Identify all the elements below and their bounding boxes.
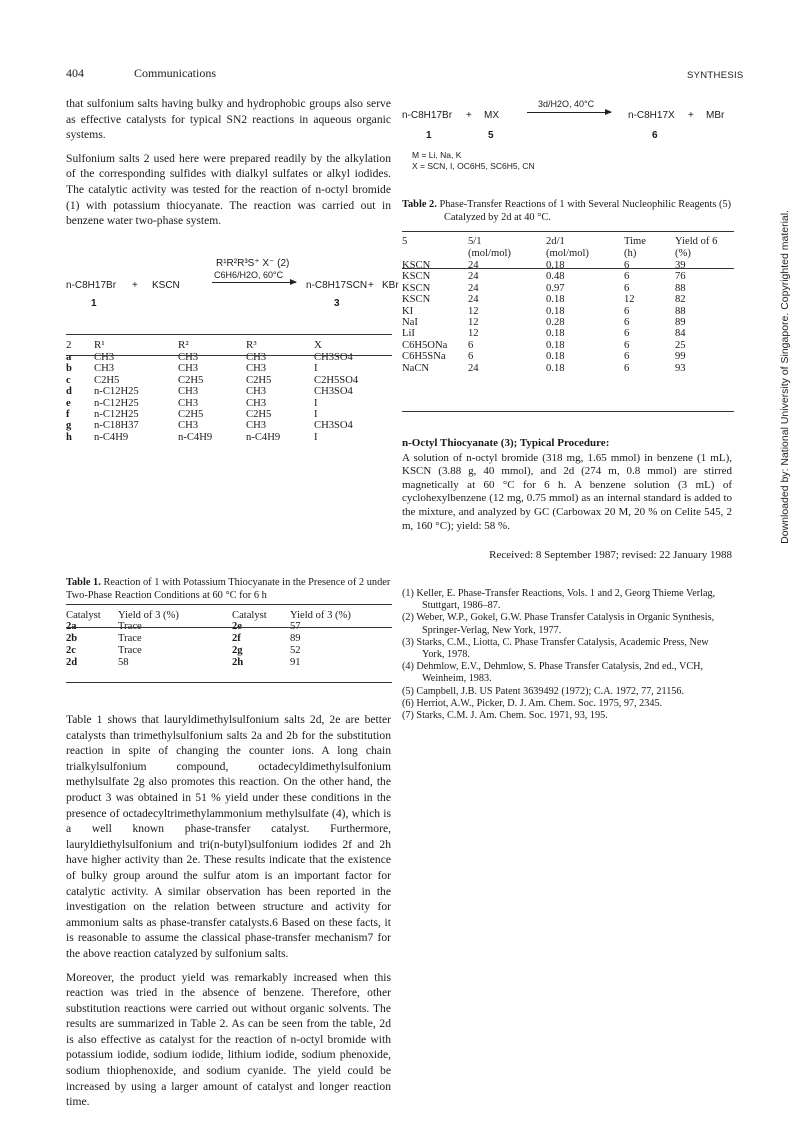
table-row bbox=[402, 271, 734, 282]
table-cell: CH3 bbox=[178, 352, 199, 363]
table-cell: C2H5 bbox=[178, 374, 204, 386]
table-rule bbox=[402, 411, 734, 412]
table-cell: 6 bbox=[624, 305, 630, 317]
table-2 bbox=[402, 236, 734, 374]
table-cell: 6 bbox=[624, 317, 630, 329]
table-cell: CH3 bbox=[246, 352, 267, 363]
table-cell: NaI bbox=[402, 317, 418, 329]
table-cell: 25 bbox=[675, 339, 686, 351]
table-row bbox=[402, 363, 734, 374]
table-cell: C2H5 bbox=[246, 374, 272, 386]
plus-sign: + bbox=[132, 280, 138, 291]
procedure-text: A solution of n-octyl bromide (318 mg, 1.65 mmol) in benzene (1 mL), KSCN (3.88 g, 40 mmol), and 2d (274 m, 0.8 mmol) are stirred magnetically at 60 °C for 6 h. A benzene solution (3 mL) of cyclohexylbenzene (12 mg, 0.75 mmol) as an internal standard is added to the mixture, and analyzed by GC (Carbowax 20 M, 20 % on Celite 545, 2 m, 160 °C); yield: 58 %. bbox=[402, 451, 732, 532]
table-cell: 6 bbox=[468, 339, 474, 351]
paragraph-method: Sulfonium salts 2 used here were prepared readily by the alkylation of the corresponding sulfides with dialkyl sulfates or alkyl iodides. The catalytic activity was tested for the reaction of n-octyl bromide (1) with potassium thiocyanate. The reaction was carried out in benzene water two-phase system. bbox=[66, 151, 391, 228]
column-header: R³ bbox=[246, 339, 257, 351]
table-cell: C2H5 bbox=[246, 409, 272, 421]
scheme2-reactant: n-C8H17Br bbox=[402, 110, 453, 121]
table-cell: 6 bbox=[624, 351, 630, 363]
table-cell: CH3 bbox=[94, 363, 115, 375]
table1-caption bbox=[66, 576, 396, 602]
table-cell: 58 bbox=[118, 657, 129, 668]
table1-caption-text: Reaction of 1 with Potassium Thiocyanate in the Presence of 2 under Two-Phase Reaction Conditions at 60 °C for 6 h bbox=[66, 577, 391, 601]
table2-body bbox=[402, 260, 734, 374]
table-row bbox=[66, 398, 392, 409]
arrow-head-icon bbox=[605, 109, 612, 115]
scheme2-reagent: MX bbox=[484, 110, 499, 121]
table-rule bbox=[66, 334, 392, 335]
table-cell: 12 bbox=[468, 305, 479, 317]
table-cell: 2e bbox=[232, 621, 242, 632]
section-title: Communications bbox=[134, 66, 216, 80]
reference-item: (6) Herriot, A.W., Picker, D. J. Am. Chem. Soc. 1975, 97, 2345. bbox=[402, 697, 663, 709]
table1-label: Table 1. bbox=[66, 577, 101, 588]
table-cell: n-C4H9 bbox=[94, 431, 129, 443]
reference-item: (7) Starks, C.M. J. Am. Chem. Soc. 1971, 93, 195. bbox=[402, 710, 608, 722]
scheme1-conditions: C6H6/H2O, 60°C bbox=[214, 270, 284, 280]
table-cell: h bbox=[66, 431, 72, 443]
reference-item: (2) Weber, W.P., Gokel, G.W. Phase Transfer Catalysis in Organic Synthesis, Springer-Verlag, New York, 1977. bbox=[402, 612, 715, 636]
table-cell: 89 bbox=[290, 633, 301, 644]
table-row bbox=[402, 340, 734, 351]
scheme1-reactant: n-C8H17Br bbox=[66, 280, 117, 291]
table-cell: 2f bbox=[232, 633, 241, 644]
table-cell: KI bbox=[402, 305, 414, 317]
table2-label: Table 2. bbox=[402, 199, 437, 210]
table-cell: CH3 bbox=[94, 352, 115, 363]
column-header: Yield of 3 (%) bbox=[118, 610, 179, 621]
arrow-head-icon bbox=[290, 279, 297, 285]
table-cell: CH3 bbox=[178, 386, 199, 398]
table-row bbox=[66, 352, 392, 363]
reference-item: (3) Starks, C.M., Liotta, C. Phase Transfer Catalysis, Academic Press, New York, 1978. bbox=[402, 636, 709, 661]
table-cell: 24 bbox=[468, 294, 479, 306]
table-row bbox=[402, 351, 734, 362]
table-cell: CH3 bbox=[178, 397, 199, 409]
table-cell: CH3SO4 bbox=[314, 386, 353, 398]
column-header: R¹ bbox=[94, 339, 105, 351]
table-cell: f bbox=[66, 409, 70, 421]
plus-sign: + bbox=[688, 110, 694, 121]
table-cell: 12 bbox=[468, 317, 479, 329]
table-rule bbox=[66, 604, 392, 605]
table-row bbox=[66, 645, 392, 657]
table-cell: CH3 bbox=[178, 420, 199, 432]
table-cell: 88 bbox=[675, 305, 686, 317]
table-cell: n-C4H9 bbox=[178, 431, 213, 443]
definition-m: M = Li, Na, K bbox=[412, 150, 462, 160]
table1-body bbox=[66, 621, 392, 669]
scheme2-arrow bbox=[527, 112, 611, 113]
table-cell: 99 bbox=[675, 351, 686, 363]
substituent-table bbox=[66, 338, 392, 443]
table-cell: 2c bbox=[66, 645, 76, 656]
compound-number-5: 5 bbox=[488, 130, 494, 141]
table-cell: 2b bbox=[66, 633, 78, 644]
table-cell: 12 bbox=[624, 294, 635, 306]
table-cell: CH3 bbox=[246, 363, 267, 375]
table-cell: b bbox=[66, 363, 72, 375]
table-cell: 0.18 bbox=[546, 305, 565, 317]
table-cell: 84 bbox=[675, 328, 686, 340]
table-cell: 0.18 bbox=[546, 328, 565, 340]
scheme2-byproduct: MBr bbox=[706, 110, 725, 121]
substituent-table-body bbox=[66, 352, 392, 443]
column-header: 2 bbox=[66, 339, 72, 351]
table-cell: 82 bbox=[675, 294, 686, 306]
table-cell: 0.48 bbox=[546, 271, 565, 283]
table-cell: 6 bbox=[624, 328, 630, 340]
table-cell: CH3 bbox=[246, 397, 267, 409]
table-cell: 0.18 bbox=[546, 260, 565, 271]
paragraph-results: Moreover, the product yield was remarkably increased when this reaction was tried in the absence of benzene. Therefore, other substitution reactions were carried out without organic solvents. The results are summarized in Table 2. As can be seen from the table, 2d is also effective as catalyst for the reaction of n-octyl bromide with potassium iodide, sodium iodide, lithium iodide, sodium phenoxide, sodium thiophenoxide, and sodium cyanide. The yield could be increased by using a larger amount of catalyst and longer reaction time. bbox=[66, 970, 391, 1109]
table-cell: 0.18 bbox=[546, 339, 565, 351]
scheme1-catalyst: R¹R²R³S⁺ X⁻ (2) bbox=[216, 258, 290, 269]
left-column-top bbox=[66, 96, 391, 229]
procedure-title: n-Octyl Thiocyanate (3); Typical Procedure: bbox=[402, 437, 610, 449]
page-number: 404 bbox=[66, 66, 84, 80]
table-row bbox=[66, 409, 392, 420]
table-cell: C6H5ONa bbox=[402, 339, 448, 351]
table-cell: 24 bbox=[468, 260, 479, 271]
column-header: 2d/1 (mol/mol) bbox=[546, 236, 589, 259]
table-cell: a bbox=[66, 352, 72, 363]
table-cell: 39 bbox=[675, 260, 686, 271]
experimental-procedure bbox=[402, 436, 732, 533]
references-list bbox=[402, 588, 732, 722]
reference-item: (4) Dehmlow, E.V., Dehmlow, S. Phase Transfer Catalysis, 2nd ed., VCH, Weinheim, 1983. bbox=[402, 661, 704, 685]
table-rule bbox=[402, 268, 734, 269]
table-cell: CH3SO4 bbox=[314, 420, 353, 432]
table-row bbox=[66, 375, 392, 386]
table-cell: 6 bbox=[624, 339, 630, 351]
table-rule bbox=[66, 682, 392, 683]
left-column-bottom bbox=[66, 712, 391, 1110]
table-cell: 57 bbox=[290, 621, 301, 632]
plus-sign: + bbox=[368, 280, 374, 291]
table-cell: C6H5SNa bbox=[402, 351, 446, 363]
table-cell: 24 bbox=[468, 271, 479, 283]
table-cell: d bbox=[66, 386, 72, 398]
reference-item: (5) Campbell, J.B. US Patent 3639492 (1972); C.A. 1972, 77, 21156. bbox=[402, 685, 685, 697]
table-row bbox=[402, 260, 734, 271]
table-cell: n-C18H37 bbox=[94, 420, 139, 432]
table-cell: 0.18 bbox=[546, 362, 565, 374]
table-cell: 2g bbox=[232, 645, 243, 656]
table-row bbox=[66, 363, 392, 374]
table-cell: C2H5 bbox=[178, 409, 204, 421]
table-cell: Trace bbox=[118, 621, 142, 632]
table-cell: 52 bbox=[290, 645, 301, 656]
table-cell: n-C12H25 bbox=[94, 397, 139, 409]
table-row bbox=[402, 306, 734, 317]
compound-number-1: 1 bbox=[91, 298, 97, 309]
table2-caption-text: Phase-Transfer Reactions of 1 with Several Nucleophilic Reagents (5) Catalyzed by 2d at 40 °C. bbox=[439, 199, 732, 223]
table-cell: 6 bbox=[624, 271, 630, 283]
table-cell: 6 bbox=[624, 282, 630, 294]
scheme1-arrow bbox=[212, 282, 296, 283]
received-date: Received: 8 September 1987; revised: 22 January 1988 bbox=[489, 549, 732, 561]
table-row bbox=[66, 386, 392, 397]
table-cell: 0.18 bbox=[546, 351, 565, 363]
column-header: Catalyst bbox=[66, 610, 101, 621]
scheme1-reagent: KSCN bbox=[152, 280, 180, 291]
table2-header-row bbox=[402, 236, 734, 260]
journal-name: SYNTHESIS bbox=[687, 70, 744, 81]
scheme1-product: n-C8H17SCN bbox=[306, 280, 368, 291]
table-cell: NaCN bbox=[402, 362, 430, 374]
download-notice: Downloaded by: National University of Singapore. Copyrighted material. bbox=[779, 210, 791, 544]
table-cell: 0.18 bbox=[546, 294, 565, 306]
table-cell: Trace bbox=[118, 645, 142, 656]
table-cell: 2h bbox=[232, 657, 244, 668]
paragraph-intro: that sulfonium salts having bulky and hydrophobic groups also serve as effective catalysts for typical SN2 reactions in aqueous organic systems. bbox=[66, 97, 391, 142]
table-cell: CH3 bbox=[178, 363, 199, 375]
reaction-scheme-2 bbox=[402, 96, 732, 176]
compound-number-1: 1 bbox=[426, 130, 432, 141]
table-cell: 88 bbox=[675, 282, 686, 294]
reaction-scheme-1 bbox=[66, 253, 399, 313]
table-cell: CH3 bbox=[246, 420, 267, 432]
table-cell: n-C12H25 bbox=[94, 409, 139, 421]
column-header: Yield of 6 (%) bbox=[675, 236, 718, 259]
table-cell: 0.97 bbox=[546, 282, 565, 294]
table-row bbox=[402, 328, 734, 339]
table-cell: 24 bbox=[468, 362, 479, 374]
table-row bbox=[66, 432, 392, 443]
table-cell: CH3SO4 bbox=[314, 352, 353, 363]
table-cell: 12 bbox=[468, 328, 479, 340]
compound-number-6: 6 bbox=[652, 130, 658, 141]
table-cell: 6 bbox=[624, 362, 630, 374]
paragraph-discussion: Table 1 shows that lauryldimethylsulfonium salts 2d, 2e are better catalysts than trimethylsulfonium salts 2a and 2b for the substitution reaction in spite of changing the counter ions. A long chain trialkylsulfonium compound, octadecyldimethylsulfonium methylsulfate 2g also promotes this reaction. On the other hand, the product 3 was obtained in 51 % yield under these conditions in the presence of octadecyltrimethylammonium methylsulfate (4), which is a well known phase-transfer catalyst. Furthermore, lauryldiethylsulfonium and tri(n-butyl)sulfonium iodides 2f and 2h have higher activity than 2e. These results indicate that the existence of bulky group around the sulfur atom is an important factor for catalytic activity. A similar observation has been reported in the investigation on the relation between structure and activity for ammonium salts as phase-transfer catalysts.6 Based on these facts, it is reasonable to assume the classical phase-transfer mechanism7 for the above reaction catalyzed by sulfonium salts. bbox=[66, 713, 391, 960]
table-cell: 2d bbox=[66, 657, 78, 668]
column-header: X bbox=[314, 339, 322, 351]
table-rule bbox=[66, 627, 392, 628]
column-header: Yield of 3 (%) bbox=[290, 610, 351, 621]
table-row bbox=[402, 317, 734, 328]
table-cell: KSCN bbox=[402, 294, 431, 306]
table-cell: KSCN bbox=[402, 282, 431, 294]
table-header-row bbox=[66, 338, 392, 352]
plus-sign: + bbox=[466, 110, 472, 121]
table-rule bbox=[66, 355, 392, 356]
table-cell: 24 bbox=[468, 282, 479, 294]
table-cell: I bbox=[314, 363, 318, 375]
table-cell: KSCN bbox=[402, 271, 431, 283]
table-row bbox=[402, 294, 734, 305]
table-cell: c bbox=[66, 374, 71, 386]
table-cell: 6 bbox=[468, 351, 474, 363]
scheme2-product: n-C8H17X bbox=[628, 110, 675, 121]
table-cell: Trace bbox=[118, 633, 142, 644]
compound-number-3: 3 bbox=[334, 298, 340, 309]
table-row bbox=[402, 283, 734, 294]
table-cell: I bbox=[314, 409, 318, 421]
table-cell: 0.28 bbox=[546, 317, 565, 329]
table-cell: n-C12H25 bbox=[94, 386, 139, 398]
table-cell: CH3 bbox=[246, 386, 267, 398]
table-cell: C2H5 bbox=[94, 374, 120, 386]
table1-header-row bbox=[66, 610, 392, 621]
table-cell: 6 bbox=[624, 260, 630, 271]
column-header: 5 bbox=[402, 236, 408, 247]
table-cell: LiI bbox=[402, 328, 415, 340]
column-header: R² bbox=[178, 339, 189, 351]
definition-x: X = SCN, I, OC6H5, SC6H5, CN bbox=[412, 161, 535, 171]
table-cell: KSCN bbox=[402, 260, 431, 271]
column-header: 5/1 (mol/mol) bbox=[468, 236, 511, 259]
table-cell: 89 bbox=[675, 317, 686, 329]
table-row bbox=[66, 633, 392, 645]
column-header: Time (h) bbox=[624, 236, 646, 259]
scheme2-conditions: 3d/H2O, 40°C bbox=[538, 99, 595, 109]
table-cell: C2H5SO4 bbox=[314, 374, 359, 386]
table-cell: 91 bbox=[290, 657, 301, 668]
reference-item: (1) Keller, E. Phase-Transfer Reactions, Vols. 1 and 2, Georg Thieme Verlag, Stuttgart, 1986–87. bbox=[402, 588, 716, 612]
table-cell: 76 bbox=[675, 271, 686, 283]
column-header: Catalyst bbox=[232, 610, 267, 621]
table-row bbox=[66, 657, 392, 669]
table-cell: g bbox=[66, 420, 72, 432]
table-cell: 2a bbox=[66, 621, 77, 632]
scheme1-byproduct: KBr bbox=[382, 280, 399, 291]
table-cell: n-C4H9 bbox=[246, 431, 281, 443]
table-1 bbox=[66, 610, 392, 669]
table-cell: I bbox=[314, 431, 318, 443]
table-cell: e bbox=[66, 397, 71, 409]
table-rule bbox=[402, 231, 734, 232]
table-cell: 93 bbox=[675, 362, 686, 374]
table2-caption bbox=[402, 198, 732, 224]
table-row bbox=[66, 420, 392, 431]
table-cell: I bbox=[314, 397, 318, 409]
